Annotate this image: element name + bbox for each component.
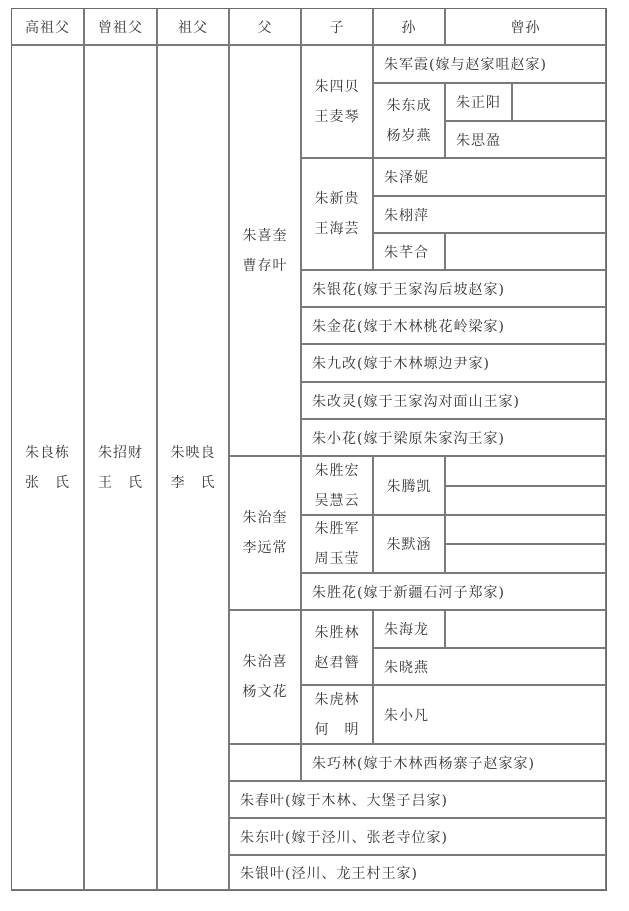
spouse-name: 李远常 [242,540,288,556]
spouse-name: 周玉莹 [314,551,360,567]
spouse-name: 张 氏 [25,474,70,491]
header-label: 曾孙 [510,19,541,36]
son-cell [301,456,373,515]
person-name: 朱虎林 [314,691,360,708]
person-name: 朱默涵 [386,537,432,553]
spouse-name: 何 明 [314,721,360,738]
son-cell [301,685,373,744]
aunt-cell [229,818,606,855]
header-zengzufu [84,8,157,45]
person-name: 朱军霞(嫁与赵家咀赵家) [384,57,547,73]
aunt-cell [229,781,606,818]
great-grandchild-cell [445,83,512,121]
empty-cell [445,515,606,544]
person-name: 朱喜奎 [242,227,288,244]
person-name: 朱改灵(嫁于王家沟对面山王家) [312,393,520,410]
grandchild-cell [373,158,606,196]
header-label: 曾祖父 [98,19,143,36]
header-zi [301,8,373,45]
grandchild-cell [373,685,606,744]
person-name: 朱东成 [386,97,432,114]
person-name: 朱九改(嫁于木林塬边尹家) [312,356,490,372]
person-name: 朱胜军 [314,521,360,537]
father-cell-2 [229,456,301,610]
header-label: 祖父 [178,19,208,36]
header-label: 高祖父 [25,19,70,36]
person-name: 朱春叶(嫁于木林、大堡子吕家) [240,792,448,809]
person-name: 朱思盈 [456,132,501,149]
person-name: 朱映良 [170,444,216,461]
person-name: 朱银花(嫁于王家沟后坡赵家) [312,281,505,298]
grandchild-cell [373,456,445,515]
person-name: 朱东叶(嫁于泾川、张老寺位家) [240,829,448,846]
person-name: 朱胜林 [314,624,360,641]
son-cell [301,515,373,573]
empty-cell [445,233,606,270]
grandchild-cell [373,515,445,573]
empty-cell [229,744,301,781]
father-cell-1 [229,45,301,456]
spouse-name: 杨文花 [242,684,288,700]
spouse-name: 李 氏 [170,474,216,491]
person-name: 朱小花(嫁于梁原朱家沟王家) [312,430,505,447]
header-fu [229,8,301,45]
gen3-cell [157,45,229,890]
gen2-cell [84,45,157,890]
grandchild-cell [373,83,445,158]
header-gaozufu [11,8,84,45]
spouse-name: 吴慧云 [314,492,360,509]
header-label: 子 [329,19,345,36]
person-name: 朱新贵 [314,191,360,207]
person-name: 朱金花(嫁于木林桃花岭梁家) [312,318,505,335]
person-name: 朱招财 [98,444,143,461]
header-zufu [157,8,229,45]
person-name: 朱治奎 [242,510,288,526]
empty-cell [445,544,606,573]
grandchild-cell [373,196,606,233]
daughter-cell [301,382,606,419]
person-name: 朱良栋 [25,444,70,461]
person-name: 朱四贝 [314,78,360,95]
gen1-cell [11,45,84,890]
empty-cell [512,83,606,121]
empty-cell [445,610,606,648]
son-cell [301,158,373,270]
header-label: 孙 [401,19,417,36]
empty-cell [445,486,606,515]
person-name: 朱正阳 [456,95,501,111]
grandchild-cell [373,45,606,83]
aunt-cell [229,855,606,890]
daughter-cell [301,270,606,307]
person-name: 朱栩萍 [384,207,429,224]
father-cell-3 [229,610,301,744]
spouse-name: 杨岁燕 [386,127,432,144]
person-name: 朱银叶(泾川、龙王村王家) [240,865,418,882]
person-name: 朱泽妮 [384,170,429,186]
spouse-name: 王 氏 [98,474,143,491]
person-name: 朱晓燕 [384,659,429,676]
person-name: 朱腾凯 [386,478,432,495]
empty-cell [445,456,606,486]
great-grandchild-cell [445,121,606,158]
grandchild-cell [373,648,606,685]
daughter-cell [301,573,606,610]
header-label: 父 [257,19,273,36]
daughter-cell [301,744,606,781]
daughter-cell [301,344,606,382]
person-name: 朱治喜 [242,654,288,670]
person-name: 朱海龙 [384,622,429,638]
son-cell [301,45,373,158]
daughter-cell [301,307,606,344]
spouse-name: 赵君簪 [314,654,360,671]
spouse-name: 王海芸 [314,221,360,237]
spouse-name: 曹存叶 [242,257,288,274]
person-name: 朱胜花(嫁于新疆石河子郑家) [312,584,505,601]
daughter-cell [301,419,606,456]
header-sun [373,8,445,45]
grandchild-cell [373,610,445,648]
person-name: 朱胜宏 [314,462,360,479]
person-name: 朱小凡 [384,707,429,724]
person-name: 朱巧林(嫁于木林西杨寨子赵家家) [312,755,535,772]
grandchild-cell [373,233,445,270]
son-cell [301,610,373,685]
header-zengsun [445,8,606,45]
person-name: 朱芊合 [384,244,429,261]
spouse-name: 王麦琴 [314,108,360,125]
